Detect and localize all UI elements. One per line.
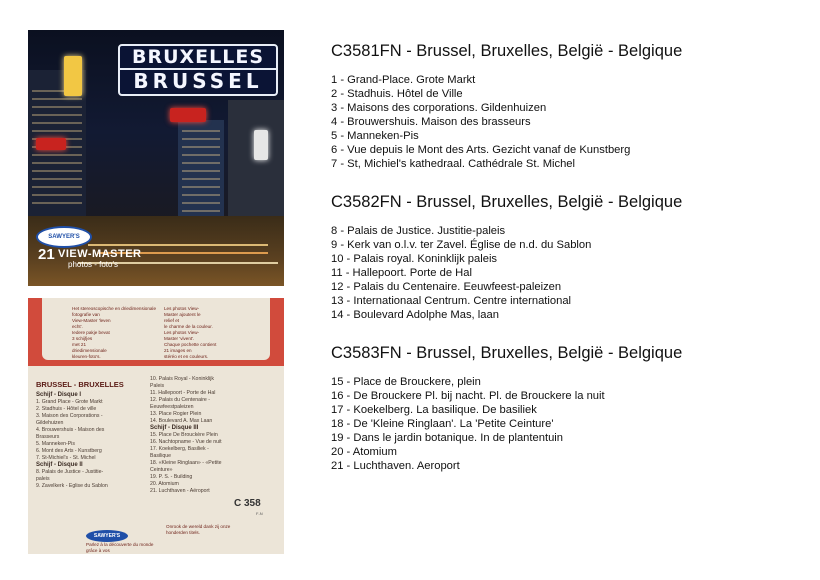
disc-heading: Schijf - Disque I	[36, 392, 82, 398]
view-master-logo: VIEW-MASTER	[58, 248, 142, 260]
scene-item: 20 - Atomium	[331, 446, 397, 458]
flap-text-french	[164, 306, 256, 360]
back-line: Master ajoutent le	[164, 312, 201, 317]
back-line: 5. Manneken-Pis	[36, 441, 75, 447]
back-line: 4. Brouwershuis - Maison des	[36, 427, 105, 433]
back-line: Gildehuizen	[36, 420, 64, 426]
front-cover-image	[28, 30, 284, 286]
back-line: 3 schijfjes	[72, 336, 93, 341]
back-title: BRUSSEL - BRUXELLES	[36, 380, 124, 389]
reel-heading: C3581FN - Brussel, Bruxelles, België - Belgique	[331, 42, 683, 60]
back-line: 20. Atomium	[150, 481, 179, 487]
back-line: Les photos View-	[164, 306, 200, 311]
back-line: 3. Maison des Corporations -	[36, 413, 103, 419]
sawyers-logo: SAWYER'S	[86, 530, 128, 542]
cover-title-french: BRUXELLES	[120, 46, 276, 70]
view-master-badge	[28, 226, 148, 270]
back-line: 1. Grand Place - Grote Markt	[36, 399, 103, 405]
back-line: 18. «Kleine Ringlaan» - «Petite	[150, 460, 222, 466]
reel-count: 21	[38, 246, 55, 263]
tagline-dutch: Onrook de wereld dank zij onze honderden titels.	[166, 524, 231, 535]
scene-item: 19 - Dans le jardin botanique. In de plantentuin	[331, 432, 563, 444]
cover-title-dutch: BRUSSEL	[133, 69, 263, 93]
scene-item: 3 - Maisons des corporations. Gildenhuizen	[331, 102, 547, 114]
reel-section-1	[331, 42, 801, 171]
back-line: Brasseurs	[36, 434, 60, 440]
disc-heading: Schijf - Disque III	[150, 425, 199, 431]
scene-item: 14 - Boulevard Adolphe Mas, laan	[331, 309, 499, 321]
scene-item: 13 - Internationaal Centrum. Centre international	[331, 295, 572, 307]
back-line: Eeuwfeestpaleizen	[150, 404, 194, 410]
back-line: 11. Hallepoort - Porte de Hal	[150, 390, 216, 396]
back-line: Master 'vivent'.	[164, 336, 195, 341]
back-line: 15. Place De Brouckère Plein	[150, 432, 218, 438]
building-right	[228, 100, 284, 230]
back-line: Basilique	[150, 453, 172, 459]
scene-item: 11 - Hallepoort. Porte de Hal	[331, 267, 472, 279]
scene-item: 10 - Palais royal. Koninklijk paleis	[331, 253, 498, 265]
neon-sign-right	[254, 130, 268, 160]
scene-list	[331, 224, 801, 322]
back-line: Les photos View-	[164, 330, 200, 335]
catalog-code: C 358	[234, 498, 261, 509]
building-windows	[32, 90, 82, 210]
scene-item: 2 - Stadhuis. Hôtel de Ville	[331, 88, 463, 100]
reel-heading: C3582FN - Brussel, Bruxelles, België - Belgique	[331, 193, 683, 211]
back-line: echt'.	[72, 324, 83, 329]
back-line: kleuren-foto's.	[72, 354, 101, 359]
back-line: 16. Nachtopname - Vue de nuit	[150, 439, 222, 445]
back-line: 2. Stadhuis - Hôtel de ville	[36, 406, 97, 412]
back-line: View-Master 'leven	[72, 318, 111, 323]
back-line: 12. Palais du Centenaire -	[150, 397, 210, 403]
reel-list-left	[36, 392, 146, 490]
back-line: Iedere pakje bevat	[72, 330, 110, 335]
back-line: Chaque pochette contient	[164, 342, 217, 347]
flap-text-dutch	[72, 306, 164, 360]
back-line: 21. Luchthaven - Aéroport	[150, 488, 210, 494]
back-line: 7. St-Michiel's - St. Michel	[36, 455, 96, 461]
scene-item: 7 - St, Michiel's kathedraal. Cathédrale St. Michel	[331, 158, 576, 170]
back-line: paleis	[36, 476, 50, 482]
scene-item: 4 - Brouwershuis. Maison des brasseurs	[331, 116, 531, 128]
back-line: 8. Palais de Justice - Justitie-	[36, 469, 104, 475]
back-line: 13. Place Rogier Plein	[150, 411, 202, 417]
back-line: Paleis	[150, 383, 165, 389]
back-line: Ceinture»	[150, 467, 173, 473]
cover-title-box	[118, 44, 278, 96]
reel-section-3	[331, 344, 801, 473]
sawyers-logo: SAWYER'S	[36, 226, 92, 248]
reel-list-right	[150, 376, 260, 495]
scene-item: 15 - Place de Brouckere, plein	[331, 376, 481, 388]
scene-list	[331, 73, 801, 171]
scene-item: 5 - Manneken-Pis	[331, 130, 419, 142]
back-line: stéréo et en couleurs.	[164, 354, 209, 359]
scene-item: 8 - Palais de Justice. Justitie-paleis	[331, 225, 506, 237]
back-line: 21 images en	[164, 348, 192, 353]
back-cover-image	[28, 298, 284, 554]
back-line: driedimensionale	[72, 348, 107, 353]
scene-item: 17 - Koekelberg. La basilique. De basiliek	[331, 404, 537, 416]
back-line: le charme de la couleur.	[164, 324, 213, 329]
scene-item: 12 - Palais du Centenaire. Eeuwfeest-paleizen	[331, 281, 562, 293]
scene-item: 16 - De Brouckere Pl. bij nacht. Pl. de Brouckere la nuit	[331, 390, 605, 402]
back-line: 10. Palais Royal - Koninklijk	[150, 376, 215, 382]
back-line: relief et	[164, 318, 180, 323]
scene-item: 6 - Vue depuis le Mont des Arts. Gezicht vanaf de Kunstberg	[331, 144, 631, 156]
back-line: Het stereoscopische en driedimensionale	[72, 306, 157, 311]
back-line: 14. Boulevard A. Max Laan	[150, 418, 213, 424]
neon-sign-yellow	[64, 56, 82, 96]
scene-item: 21 - Luchthaven. Aeroport	[331, 460, 460, 472]
back-line: 17. Koekelberg, Basiliek -	[150, 446, 209, 452]
reel-section-2	[331, 193, 801, 322]
neon-sign-left	[36, 138, 66, 150]
back-line: 19. P. S. - Building	[150, 474, 193, 480]
back-line: fotografie van	[72, 312, 100, 317]
scene-item: 9 - Kerk van o.l.v. ter Zavel. Église de n.d. du Sablon	[331, 239, 592, 251]
tower-windows	[182, 126, 220, 226]
back-line: 6. Mont des Arts - Kunstberg	[36, 448, 102, 454]
tagline-french: Parlez à la découverte du monde grâce à vos	[86, 542, 154, 553]
catalog-suffix: F-N	[256, 511, 263, 516]
photos-label: photos - foto's	[68, 260, 118, 269]
scene-list	[331, 375, 801, 473]
scene-item: 1 - Grand-Place. Grote Markt	[331, 74, 476, 86]
back-line: met 21	[72, 342, 87, 347]
neon-sign-red	[170, 108, 206, 122]
back-line: 9. Zavelkerk - Eglise du Sablon	[36, 483, 108, 489]
disc-heading: Schijf - Disque II	[36, 462, 83, 468]
reel-heading: C3583FN - Brussel, Bruxelles, België - Belgique	[331, 344, 683, 362]
scene-item: 18 - De 'Kleine Ringlaan'. La 'Petite Ceinture'	[331, 418, 554, 430]
